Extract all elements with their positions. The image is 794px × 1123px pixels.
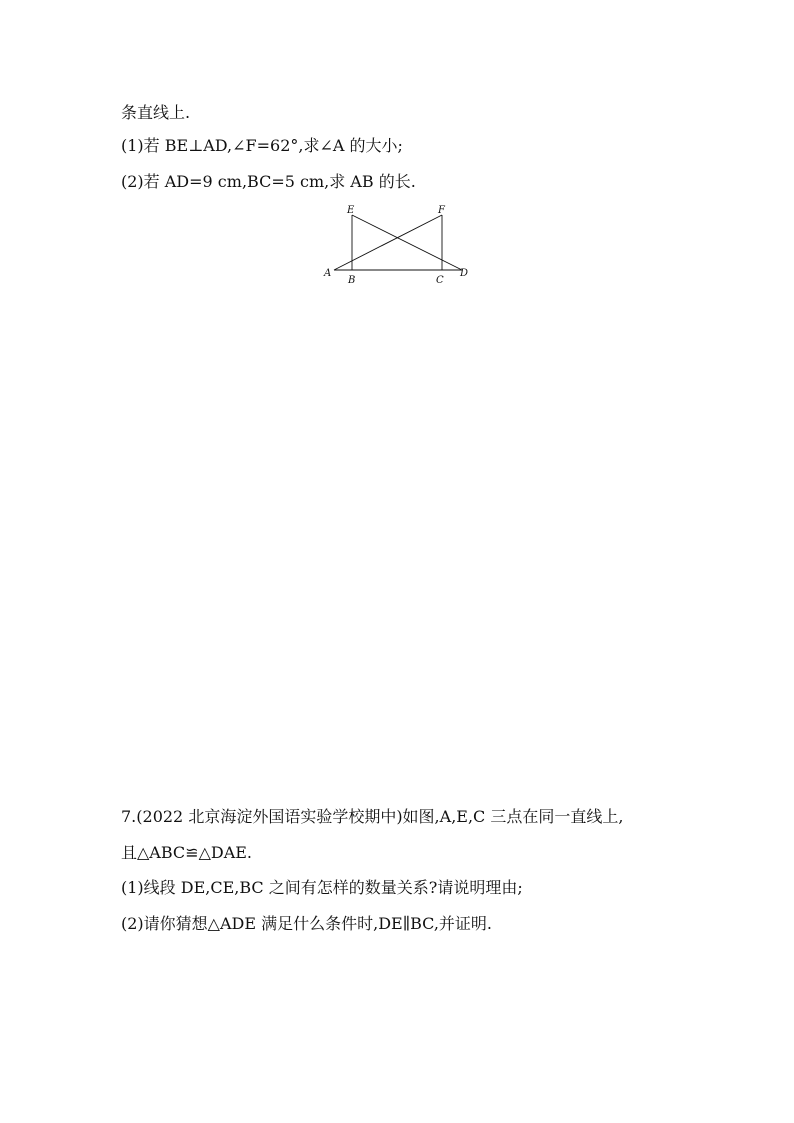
problem-6-question-1: (1)若 BE⊥AD,∠F=62°,求∠A 的大小; [121, 136, 403, 155]
segment-ed [352, 215, 462, 270]
label-f: F [438, 205, 445, 216]
label-a: A [324, 268, 332, 279]
problem-6-question-2: (2)若 AD=9 cm,BC=5 cm,求 AB 的长. [121, 172, 416, 191]
label-c: C [436, 275, 444, 286]
problem-7-question-2: (2)请你猜想△ADE 满足什么条件时,DE∥BC,并证明. [121, 914, 493, 933]
problem-7-line-1: 7.(2022 北京海淀外国语实验学校期中)如图,A,E,C 三点在同一直线上, [121, 807, 624, 826]
problem-7-question-1: (1)线段 DE,CE,BC 之间有怎样的数量关系?请说明理由; [121, 878, 523, 897]
segment-af [334, 215, 442, 270]
geometry-figure [318, 198, 478, 290]
label-d: D [460, 268, 469, 279]
problem-7-line-2: 且△ABC≌△DAE. [121, 843, 253, 862]
label-e: E [347, 205, 355, 216]
problem-6-continuation: 条直线上. [121, 103, 191, 122]
label-b: B [348, 275, 356, 286]
